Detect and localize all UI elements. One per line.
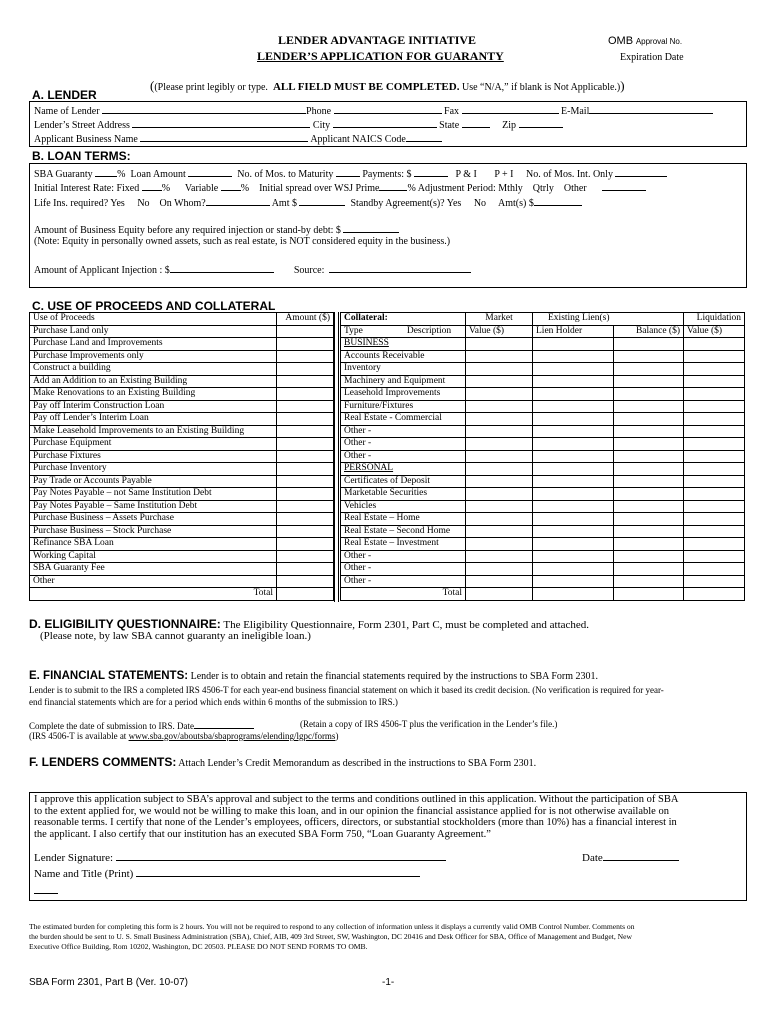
table-row [30, 575, 334, 588]
signature-date-field[interactable] [603, 851, 679, 861]
lien-holder-cell[interactable] [533, 425, 614, 438]
amount-cell[interactable] [277, 338, 334, 351]
irs-available: (IRS 4506-T is available at www.sba.gov/aboutsba/sbaprograms/elending/lgpc/forms) [29, 731, 339, 741]
date-row: Date [582, 851, 679, 864]
use-of-proceeds-label: Purchase Improvements only [30, 350, 277, 363]
market-value-cell[interactable] [466, 438, 533, 451]
lien-holder-cell[interactable] [533, 488, 614, 501]
loan-row-3: Life Ins. required? Yes No On Whom? Amt $ Standby Agreement(s)? Yes No Amt(s) $ [34, 196, 582, 209]
amount-cell[interactable] [277, 475, 334, 488]
amount-cell[interactable] [277, 500, 334, 513]
zip-field[interactable] [519, 118, 563, 128]
lender-name-row: Name of Lender Phone Fax E-Mail [34, 104, 713, 117]
lien-holder-cell[interactable] [533, 413, 614, 426]
balance-cell[interactable] [614, 525, 684, 538]
collateral-type: Furniture/Fixtures [341, 400, 466, 413]
use-of-proceeds-label: Purchase Fixtures [30, 450, 277, 463]
table-row [30, 488, 334, 501]
liquidation-cell[interactable] [684, 500, 745, 513]
liquidation-cell[interactable] [684, 538, 745, 551]
on-whom-field[interactable] [206, 196, 270, 206]
table-row [30, 538, 334, 551]
market-value-cell[interactable] [466, 563, 533, 576]
use-of-proceeds-label: Pay off Interim Construction Loan [30, 400, 277, 413]
collateral-type: Vehicles [341, 500, 466, 513]
liquidation-cell[interactable] [684, 350, 745, 363]
balance-cell[interactable] [614, 575, 684, 588]
balance-cell[interactable] [614, 450, 684, 463]
lien-holder-cell[interactable] [533, 575, 614, 588]
collateral-type: Real Estate - Commercial [341, 413, 466, 426]
lien-holder-cell[interactable] [533, 500, 614, 513]
balance-cell[interactable] [614, 513, 684, 526]
amount-cell[interactable] [277, 438, 334, 451]
col-use-header: Use of Proceeds [30, 313, 277, 326]
collateral-type: Other - [341, 563, 466, 576]
irs-url-link[interactable]: www.sba.gov/aboutsba/sbaprograms/elending/lgpc/forms [128, 731, 336, 741]
section-c-heading: C. USE OF PROCEEDS AND COLLATERAL [32, 299, 276, 313]
equity-field[interactable] [343, 223, 399, 233]
liquidation-cell[interactable] [684, 425, 745, 438]
variable-rate-field[interactable] [221, 181, 241, 191]
amount-cell[interactable] [277, 538, 334, 551]
table-row [341, 375, 745, 388]
table-row [341, 350, 745, 363]
eligibility-row: D. ELIGIBILITY QUESTIONNAIRE: The Eligibility Questionnaire, Form 2301, Part C, must be completed and attached. [29, 617, 590, 631]
market-value-cell[interactable] [466, 463, 533, 476]
street-field[interactable] [132, 118, 310, 128]
table-row [341, 550, 745, 563]
liquidation-cell[interactable] [684, 400, 745, 413]
balance-header: Balance ($) [614, 325, 684, 338]
city-field[interactable] [333, 118, 437, 128]
irs-date-row: Complete the date of submission to IRS. Date [29, 719, 254, 731]
liquidation-cell[interactable] [684, 575, 745, 588]
table-row [30, 400, 334, 413]
amount-cell[interactable] [277, 375, 334, 388]
injection-row: Amount of Applicant Injection : $ Source: [34, 263, 471, 276]
retain-note: (Retain a copy of IRS 4506-T plus the verification in the Lender’s file.) [300, 719, 558, 729]
balance-cell[interactable] [614, 375, 684, 388]
table-row [30, 338, 334, 351]
balance-cell[interactable] [614, 488, 684, 501]
lien-holder-cell[interactable] [533, 475, 614, 488]
market-value-cell[interactable] [466, 550, 533, 563]
market-value-cell[interactable] [466, 488, 533, 501]
total-amount-cell[interactable] [277, 588, 334, 601]
amount-cell[interactable] [277, 575, 334, 588]
signature-row: Lender Signature: [34, 851, 446, 864]
value-header: Value ($) [466, 325, 533, 338]
omb-label: OMB Approval No. [608, 35, 683, 47]
burden-statement: The estimated burden for completing this form is 2 hours. You will not be required to respond to any collection of information unless it displays a currently valid OMB Control Number. Comments on the burden should be sent to U. S. Small Business Administration (SBA), Chief, AIB, 409 3rd Street, SW, Washington, DC 20416 and Desk Officer for SBA, Office of Management and Budget, New Executive Office Building, Rom 10202, Washington, DC 20503. PLEASE DO NOT SEND FORMS TO OMB. [29, 922, 635, 951]
financial-text-3: end financial statements which are for a period which ends within 6 months of the submission to IRS.) [29, 697, 398, 707]
use-of-proceeds-label: Purchase Land only [30, 325, 277, 338]
amount-cell[interactable] [277, 488, 334, 501]
liquidation-cell[interactable] [684, 450, 745, 463]
liquidation-cell[interactable] [684, 413, 745, 426]
liquidation-cell[interactable] [684, 550, 745, 563]
table-row [341, 500, 745, 513]
use-of-proceeds-label: Pay Notes Payable – not Same Institution Debt [30, 488, 277, 501]
collateral-type: Inventory [341, 363, 466, 376]
table-row [341, 363, 745, 376]
total-collateral-cell[interactable] [533, 588, 614, 601]
table-row [341, 438, 745, 451]
table-row [341, 463, 745, 476]
desc-header: Description [406, 325, 452, 336]
amount-cell[interactable] [277, 463, 334, 476]
signature-field[interactable] [116, 851, 446, 861]
liquidation-cell[interactable] [684, 388, 745, 401]
collateral-type: Other - [341, 425, 466, 438]
amount-cell[interactable] [277, 400, 334, 413]
section-a-heading: A. LENDER [32, 88, 97, 102]
market-value-cell[interactable] [466, 350, 533, 363]
lien-holder-cell[interactable] [533, 363, 614, 376]
use-of-proceeds-label: Purchase Inventory [30, 463, 277, 476]
liq-value-header: Value ($) [684, 325, 745, 338]
financial-text-2: Lender is to submit to the IRS a completed IRS 4506-T for each year-end business financial statement on which it based its credit decision. (No verification is required for year- [29, 685, 664, 695]
use-of-proceeds-label: Refinance SBA Loan [30, 538, 277, 551]
state-field[interactable] [462, 118, 490, 128]
table-row [341, 538, 745, 551]
irs-date-field[interactable] [194, 719, 254, 729]
equity-note: (Note: Equity in personally owned assets, such as real estate, is NOT considered equity in the business.) [34, 236, 451, 247]
amount-cell[interactable] [277, 325, 334, 338]
lien-holder-cell[interactable] [533, 513, 614, 526]
table-row [30, 563, 334, 576]
collateral-type: Other - [341, 450, 466, 463]
section-b-heading: B. LOAN TERMS: [32, 149, 131, 163]
table-row [30, 325, 334, 338]
use-of-proceeds-label: Add an Addition to an Existing Building [30, 375, 277, 388]
market-value-cell[interactable] [466, 413, 533, 426]
total-collateral-cell[interactable] [684, 588, 745, 601]
type-header: Type [344, 325, 363, 336]
table-row [30, 375, 334, 388]
total-label: Total [30, 588, 277, 601]
use-of-proceeds-label: Pay Trade or Accounts Payable [30, 475, 277, 488]
eligibility-note: (Please note, by law SBA cannot guaranty an ineligible loan.) [40, 630, 311, 642]
table-row [30, 450, 334, 463]
market-value-cell[interactable] [466, 363, 533, 376]
collateral-type: Accounts Receivable [341, 350, 466, 363]
table-row [30, 350, 334, 363]
market-value-cell[interactable] [466, 538, 533, 551]
guaranty-pct-field[interactable] [95, 167, 117, 177]
instructions: ((Please print legibly or type. ALL FIELD MUST BE COMPLETED. Use “N/A,” if blank is Not Applicable.)) [150, 78, 625, 93]
table-row [30, 513, 334, 526]
amount-cell[interactable] [277, 525, 334, 538]
liquidation-cell[interactable] [684, 488, 745, 501]
balance-cell[interactable] [614, 425, 684, 438]
source-field[interactable] [329, 263, 471, 273]
table-row [341, 450, 745, 463]
lien-holder-cell[interactable] [533, 338, 614, 351]
loan-amount-field[interactable] [188, 167, 232, 177]
liquidation-cell[interactable] [684, 563, 745, 576]
loan-row-2: Initial Interest Rate: Fixed % Variable % Initial spread over WSJ Prime % Adjustment Period: Mthly Qtrly Other [34, 181, 646, 194]
lien-holder-cell[interactable] [533, 438, 614, 451]
standby-amt-field[interactable] [534, 196, 582, 206]
amount-cell[interactable] [277, 363, 334, 376]
amount-cell[interactable] [277, 425, 334, 438]
collateral-type: Certificates of Deposit [341, 475, 466, 488]
spread-field[interactable] [379, 181, 407, 191]
table-row [341, 338, 745, 351]
table-row [30, 425, 334, 438]
use-of-proceeds-label: Construct a building [30, 363, 277, 376]
collateral-type: Other - [341, 550, 466, 563]
liquidation-header: Liquidation [684, 313, 745, 326]
table-row [30, 500, 334, 513]
loan-row-1: SBA Guaranty % Loan Amount No. of Mos. to Maturity Payments: $ P & I P + I No. of Mos. Int. Only [34, 167, 667, 180]
lien-holder-header: Lien Holder [533, 325, 614, 338]
balance-cell[interactable] [614, 550, 684, 563]
email-field[interactable] [589, 104, 713, 114]
total-row [341, 588, 745, 601]
proceeds-table [29, 312, 334, 601]
amount-cell[interactable] [277, 550, 334, 563]
total-label: Total [341, 588, 466, 601]
market-value-cell[interactable] [466, 388, 533, 401]
form-id: SBA Form 2301, Part B (Ver. 10-07) [29, 977, 188, 988]
total-row [30, 588, 334, 601]
use-of-proceeds-label: Purchase Equipment [30, 438, 277, 451]
comments-row: F. LENDERS COMMENTS: Attach Lender’s Credit Memorandum as described in the instructions to SBA Form 2301. [29, 755, 537, 769]
liquidation-cell[interactable] [684, 525, 745, 538]
table-row [341, 513, 745, 526]
injection-field[interactable] [170, 263, 274, 273]
collateral-type: Real Estate – Second Home [341, 525, 466, 538]
liquidation-cell[interactable] [684, 463, 745, 476]
table-row [341, 400, 745, 413]
balance-cell[interactable] [614, 350, 684, 363]
lien-holder-cell[interactable] [533, 563, 614, 576]
balance-cell[interactable] [614, 475, 684, 488]
collateral-type: Real Estate – Home [341, 513, 466, 526]
table-row [30, 413, 334, 426]
equity-row: Amount of Business Equity before any required injection or stand-by debt: $ [34, 223, 399, 236]
approval-text: I approve this application subject to SBA’s approval and subject to the terms and conditions outlined in this application. Without the participation of SBA to the extent applied for, we would not be willing to make this loan, and in our opinion the financial assistance applied for is not otherwise available on reasonable terms. I certify that none of the Lender’s employees, officers, directors, or substantial stockholders (more than 10%) has a financial interest in the applicant. I also certify that our institution has an executed SBA Form 750, “Loan Guaranty Agreement.” [34, 794, 679, 840]
phone-field[interactable] [334, 104, 442, 114]
use-of-proceeds-label: SBA Guaranty Fee [30, 563, 277, 576]
liquidation-cell[interactable] [684, 363, 745, 376]
lien-holder-cell[interactable] [533, 538, 614, 551]
table-row [341, 525, 745, 538]
table-row [30, 363, 334, 376]
total-collateral-cell[interactable] [466, 588, 533, 601]
table-row [30, 463, 334, 476]
financial-row: E. FINANCIAL STATEMENTS: Lender is to obtain and retain the financial statements required by the instructions to SBA Form 2301. [29, 670, 599, 682]
collateral-type: PERSONAL [341, 463, 466, 476]
lien-holder-cell[interactable] [533, 375, 614, 388]
table-row [30, 388, 334, 401]
use-of-proceeds-label: Purchase Business – Stock Purchase [30, 525, 277, 538]
balance-cell[interactable] [614, 363, 684, 376]
collateral-type: BUSINESS [341, 338, 466, 351]
business-row: Applicant Business Name Applicant NAICS Code [34, 132, 442, 145]
total-collateral-cell[interactable] [614, 588, 684, 601]
form-title-1: LENDER ADVANTAGE INITIATIVE [278, 33, 477, 47]
amount-cell[interactable] [277, 513, 334, 526]
name-title-row: Name and Title (Print) [34, 867, 420, 880]
liquidation-cell[interactable] [684, 375, 745, 388]
lien-holder-cell[interactable] [533, 350, 614, 363]
balance-cell[interactable] [614, 538, 684, 551]
market-value-cell[interactable] [466, 575, 533, 588]
balance-cell[interactable] [614, 338, 684, 351]
use-of-proceeds-label: Pay off Lender’s Interim Loan [30, 413, 277, 426]
balance-cell[interactable] [614, 400, 684, 413]
life-amt-field[interactable] [299, 196, 345, 206]
table-row [30, 438, 334, 451]
table-row [341, 488, 745, 501]
liquidation-cell[interactable] [684, 475, 745, 488]
market-header: Market [466, 313, 533, 326]
adj-other-field[interactable] [602, 181, 646, 191]
lender-address-row: Lender’s Street Address City State Zip [34, 118, 563, 131]
expiration-date: Expiration Date [620, 52, 684, 63]
table-row [341, 475, 745, 488]
liquidation-cell[interactable] [684, 438, 745, 451]
amount-cell[interactable] [277, 413, 334, 426]
name-title-field[interactable] [136, 867, 420, 877]
use-of-proceeds-label: Make Leasehold Improvements to an Existing Building [30, 425, 277, 438]
column-divider [334, 312, 339, 602]
maturity-field[interactable] [336, 167, 360, 177]
amount-cell[interactable] [277, 450, 334, 463]
lien-holder-cell[interactable] [533, 450, 614, 463]
collateral-type: Leasehold Improvements [341, 388, 466, 401]
use-of-proceeds-label: Purchase Business – Assets Purchase [30, 513, 277, 526]
table-row [30, 525, 334, 538]
market-value-cell[interactable] [466, 425, 533, 438]
collateral-type: Other - [341, 575, 466, 588]
liquidation-cell[interactable] [684, 513, 745, 526]
market-value-cell[interactable] [466, 475, 533, 488]
market-value-cell[interactable] [466, 375, 533, 388]
lien-holder-cell[interactable] [533, 388, 614, 401]
use-of-proceeds-label: Working Capital [30, 550, 277, 563]
lien-holder-cell[interactable] [533, 525, 614, 538]
lien-holder-cell[interactable] [533, 550, 614, 563]
lender-name-field[interactable] [102, 104, 306, 114]
balance-cell[interactable] [614, 438, 684, 451]
collateral-type: Other - [341, 438, 466, 451]
market-value-cell[interactable] [466, 525, 533, 538]
market-value-cell[interactable] [466, 500, 533, 513]
market-value-cell[interactable] [466, 450, 533, 463]
int-only-field[interactable] [615, 167, 667, 177]
liquidation-cell[interactable] [684, 338, 745, 351]
use-of-proceeds-label: Other [30, 575, 277, 588]
use-of-proceeds-label: Make Renovations to an Existing Building [30, 388, 277, 401]
market-value-cell[interactable] [466, 513, 533, 526]
table-row [30, 475, 334, 488]
amount-cell[interactable] [277, 388, 334, 401]
col-amount-header: Amount ($) [277, 313, 334, 326]
balance-cell[interactable] [614, 413, 684, 426]
form-title-2: LENDER’S APPLICATION FOR GUARANTY [257, 49, 504, 63]
approval-extra-line [34, 893, 58, 894]
collateral-header: Collateral: [344, 313, 388, 324]
fixed-rate-field[interactable] [142, 181, 162, 191]
collateral-table [340, 312, 745, 601]
collateral-type: Real Estate – Investment [341, 538, 466, 551]
business-name-field[interactable] [140, 132, 308, 142]
balance-cell[interactable] [614, 388, 684, 401]
table-row [341, 413, 745, 426]
page-number: -1- [382, 977, 395, 988]
table-row [30, 550, 334, 563]
market-value-cell[interactable] [466, 400, 533, 413]
fax-field[interactable] [462, 104, 559, 114]
balance-cell[interactable] [614, 563, 684, 576]
balance-cell[interactable] [614, 500, 684, 513]
table-row [341, 563, 745, 576]
amount-cell[interactable] [277, 350, 334, 363]
table-row [341, 388, 745, 401]
market-value-cell[interactable] [466, 338, 533, 351]
amount-cell[interactable] [277, 563, 334, 576]
lien-holder-cell[interactable] [533, 400, 614, 413]
payments-field[interactable] [414, 167, 448, 177]
lien-holder-cell[interactable] [533, 463, 614, 476]
use-of-proceeds-label: Pay Notes Payable – Same Institution Debt [30, 500, 277, 513]
naics-field[interactable] [406, 132, 442, 142]
table-row [341, 575, 745, 588]
collateral-type: Machinery and Equipment [341, 375, 466, 388]
collateral-type: Marketable Securities [341, 488, 466, 501]
use-of-proceeds-label: Purchase Land and Improvements [30, 338, 277, 351]
table-row [341, 425, 745, 438]
liens-header: Existing Lien(s) [548, 313, 610, 324]
balance-cell[interactable] [614, 463, 684, 476]
